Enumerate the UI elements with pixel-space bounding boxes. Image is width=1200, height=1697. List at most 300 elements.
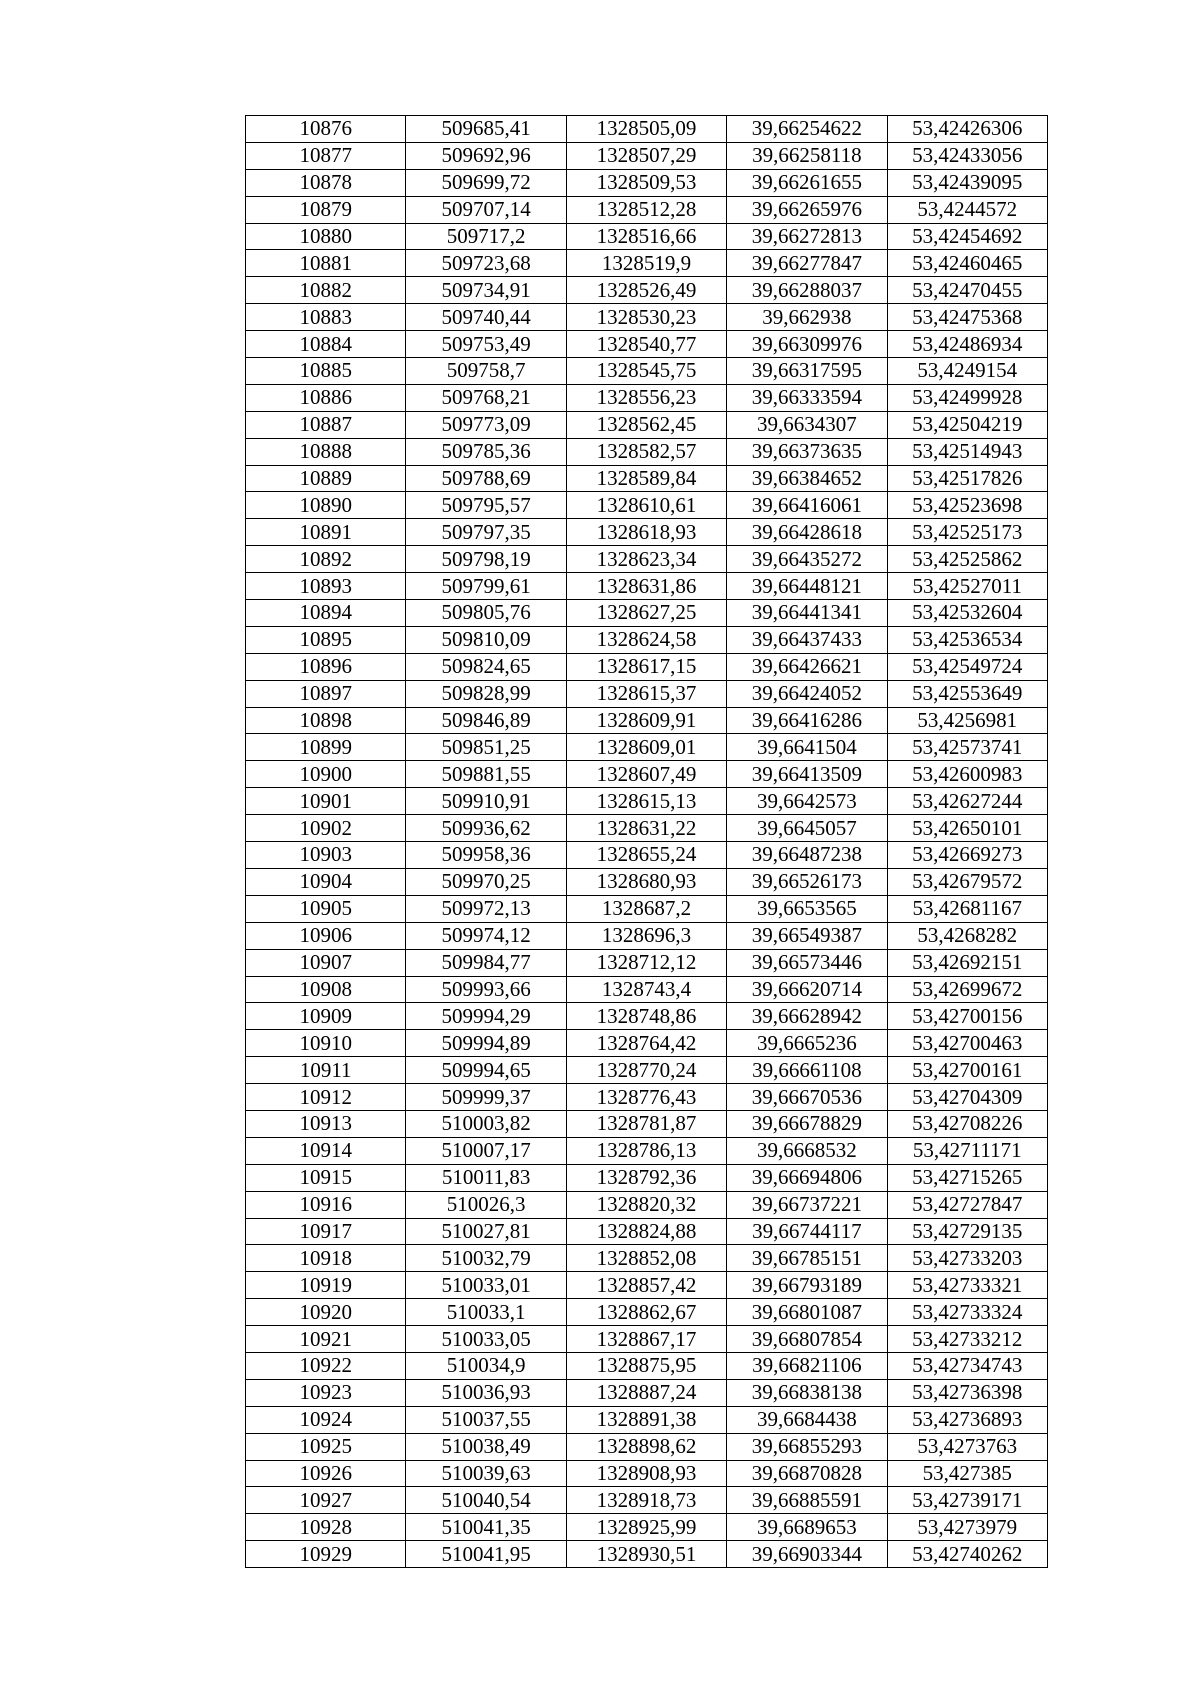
x-coordinate-cell: 510038,49 bbox=[406, 1433, 566, 1460]
table-row bbox=[246, 304, 1048, 331]
y-coordinate-cell: 1328696,3 bbox=[566, 922, 726, 949]
latitude-cell: 53,42523698 bbox=[887, 492, 1047, 519]
longitude-cell: 39,662938 bbox=[727, 304, 887, 331]
longitude-cell: 39,66903344 bbox=[727, 1541, 887, 1568]
longitude-cell: 39,66855293 bbox=[727, 1433, 887, 1460]
x-coordinate-cell: 509984,77 bbox=[406, 949, 566, 976]
y-coordinate-cell: 1328925,99 bbox=[566, 1514, 726, 1541]
longitude-cell: 39,6684438 bbox=[727, 1406, 887, 1433]
y-coordinate-cell: 1328891,38 bbox=[566, 1406, 726, 1433]
x-coordinate-cell: 509740,44 bbox=[406, 304, 566, 331]
longitude-cell: 39,66441341 bbox=[727, 600, 887, 627]
table-row bbox=[246, 411, 1048, 438]
y-coordinate-cell: 1328857,42 bbox=[566, 1272, 726, 1299]
y-coordinate-cell: 1328687,2 bbox=[566, 895, 726, 922]
table-row bbox=[246, 384, 1048, 411]
x-coordinate-cell: 509734,91 bbox=[406, 277, 566, 304]
longitude-cell: 39,6641504 bbox=[727, 734, 887, 761]
y-coordinate-cell: 1328610,61 bbox=[566, 492, 726, 519]
latitude-cell: 53,42700156 bbox=[887, 1003, 1047, 1030]
point-number-cell: 10904 bbox=[246, 868, 406, 895]
latitude-cell: 53,42454692 bbox=[887, 223, 1047, 250]
table-row bbox=[246, 1272, 1048, 1299]
x-coordinate-cell: 509958,36 bbox=[406, 842, 566, 869]
latitude-cell: 53,42470455 bbox=[887, 277, 1047, 304]
y-coordinate-cell: 1328609,01 bbox=[566, 734, 726, 761]
longitude-cell: 39,66678829 bbox=[727, 1110, 887, 1137]
point-number-cell: 10891 bbox=[246, 519, 406, 546]
x-coordinate-cell: 510011,83 bbox=[406, 1164, 566, 1191]
y-coordinate-cell: 1328930,51 bbox=[566, 1541, 726, 1568]
x-coordinate-cell: 510033,1 bbox=[406, 1299, 566, 1326]
y-coordinate-cell: 1328712,12 bbox=[566, 949, 726, 976]
y-coordinate-cell: 1328556,23 bbox=[566, 384, 726, 411]
x-coordinate-cell: 509685,41 bbox=[406, 116, 566, 143]
latitude-cell: 53,42600983 bbox=[887, 761, 1047, 788]
x-coordinate-cell: 510040,54 bbox=[406, 1487, 566, 1514]
longitude-cell: 39,6665236 bbox=[727, 1030, 887, 1057]
latitude-cell: 53,4273763 bbox=[887, 1433, 1047, 1460]
latitude-cell: 53,42669273 bbox=[887, 842, 1047, 869]
point-number-cell: 10885 bbox=[246, 358, 406, 385]
table-row bbox=[246, 922, 1048, 949]
point-number-cell: 10911 bbox=[246, 1057, 406, 1084]
y-coordinate-cell: 1328505,09 bbox=[566, 116, 726, 143]
point-number-cell: 10910 bbox=[246, 1030, 406, 1057]
point-number-cell: 10907 bbox=[246, 949, 406, 976]
point-number-cell: 10920 bbox=[246, 1299, 406, 1326]
x-coordinate-cell: 509999,37 bbox=[406, 1084, 566, 1111]
point-number-cell: 10913 bbox=[246, 1110, 406, 1137]
point-number-cell: 10916 bbox=[246, 1191, 406, 1218]
point-number-cell: 10909 bbox=[246, 1003, 406, 1030]
longitude-cell: 39,66785151 bbox=[727, 1245, 887, 1272]
point-number-cell: 10928 bbox=[246, 1514, 406, 1541]
table-row bbox=[246, 1514, 1048, 1541]
longitude-cell: 39,66448121 bbox=[727, 573, 887, 600]
x-coordinate-cell: 510003,82 bbox=[406, 1110, 566, 1137]
table-row bbox=[246, 331, 1048, 358]
point-number-cell: 10898 bbox=[246, 707, 406, 734]
point-number-cell: 10901 bbox=[246, 788, 406, 815]
longitude-cell: 39,6668532 bbox=[727, 1137, 887, 1164]
x-coordinate-cell: 509974,12 bbox=[406, 922, 566, 949]
table-row bbox=[246, 1433, 1048, 1460]
table-row bbox=[246, 949, 1048, 976]
longitude-cell: 39,66416286 bbox=[727, 707, 887, 734]
table-row bbox=[246, 653, 1048, 680]
point-number-cell: 10879 bbox=[246, 196, 406, 223]
y-coordinate-cell: 1328617,15 bbox=[566, 653, 726, 680]
x-coordinate-cell: 509993,66 bbox=[406, 976, 566, 1003]
table-row bbox=[246, 1218, 1048, 1245]
table-row bbox=[246, 1487, 1048, 1514]
table-row bbox=[246, 788, 1048, 815]
latitude-cell: 53,4244572 bbox=[887, 196, 1047, 223]
point-number-cell: 10926 bbox=[246, 1460, 406, 1487]
x-coordinate-cell: 509824,65 bbox=[406, 653, 566, 680]
point-number-cell: 10919 bbox=[246, 1272, 406, 1299]
x-coordinate-cell: 509994,65 bbox=[406, 1057, 566, 1084]
y-coordinate-cell: 1328623,34 bbox=[566, 546, 726, 573]
latitude-cell: 53,42715265 bbox=[887, 1164, 1047, 1191]
x-coordinate-cell: 510007,17 bbox=[406, 1137, 566, 1164]
y-coordinate-cell: 1328776,43 bbox=[566, 1084, 726, 1111]
y-coordinate-cell: 1328898,62 bbox=[566, 1433, 726, 1460]
x-coordinate-cell: 510027,81 bbox=[406, 1218, 566, 1245]
point-number-cell: 10924 bbox=[246, 1406, 406, 1433]
point-number-cell: 10914 bbox=[246, 1137, 406, 1164]
table-row bbox=[246, 196, 1048, 223]
table-row bbox=[246, 1003, 1048, 1030]
table-row bbox=[246, 1110, 1048, 1137]
table-row bbox=[246, 842, 1048, 869]
y-coordinate-cell: 1328867,17 bbox=[566, 1326, 726, 1353]
table-row bbox=[246, 1030, 1048, 1057]
y-coordinate-cell: 1328545,75 bbox=[566, 358, 726, 385]
longitude-cell: 39,66487238 bbox=[727, 842, 887, 869]
table-row bbox=[246, 358, 1048, 385]
y-coordinate-cell: 1328631,22 bbox=[566, 815, 726, 842]
longitude-cell: 39,66261655 bbox=[727, 169, 887, 196]
x-coordinate-cell: 509788,69 bbox=[406, 465, 566, 492]
table-row bbox=[246, 465, 1048, 492]
point-number-cell: 10915 bbox=[246, 1164, 406, 1191]
latitude-cell: 53,42681167 bbox=[887, 895, 1047, 922]
latitude-cell: 53,42504219 bbox=[887, 411, 1047, 438]
table-row bbox=[246, 1541, 1048, 1568]
latitude-cell: 53,42517826 bbox=[887, 465, 1047, 492]
y-coordinate-cell: 1328582,57 bbox=[566, 438, 726, 465]
point-number-cell: 10887 bbox=[246, 411, 406, 438]
latitude-cell: 53,42553649 bbox=[887, 680, 1047, 707]
y-coordinate-cell: 1328824,88 bbox=[566, 1218, 726, 1245]
longitude-cell: 39,66424052 bbox=[727, 680, 887, 707]
y-coordinate-cell: 1328624,58 bbox=[566, 626, 726, 653]
longitude-cell: 39,66416061 bbox=[727, 492, 887, 519]
latitude-cell: 53,42733324 bbox=[887, 1299, 1047, 1326]
y-coordinate-cell: 1328781,87 bbox=[566, 1110, 726, 1137]
latitude-cell: 53,42525862 bbox=[887, 546, 1047, 573]
y-coordinate-cell: 1328786,13 bbox=[566, 1137, 726, 1164]
table-row bbox=[246, 761, 1048, 788]
x-coordinate-cell: 509846,89 bbox=[406, 707, 566, 734]
table-row bbox=[246, 1084, 1048, 1111]
longitude-cell: 39,66265976 bbox=[727, 196, 887, 223]
x-coordinate-cell: 509810,09 bbox=[406, 626, 566, 653]
x-coordinate-cell: 510041,95 bbox=[406, 1541, 566, 1568]
x-coordinate-cell: 509805,76 bbox=[406, 600, 566, 627]
latitude-cell: 53,42708226 bbox=[887, 1110, 1047, 1137]
latitude-cell: 53,42536534 bbox=[887, 626, 1047, 653]
latitude-cell: 53,42733321 bbox=[887, 1272, 1047, 1299]
point-number-cell: 10895 bbox=[246, 626, 406, 653]
y-coordinate-cell: 1328516,66 bbox=[566, 223, 726, 250]
y-coordinate-cell: 1328615,13 bbox=[566, 788, 726, 815]
longitude-cell: 39,66428618 bbox=[727, 519, 887, 546]
table-row bbox=[246, 1379, 1048, 1406]
x-coordinate-cell: 509723,68 bbox=[406, 250, 566, 277]
x-coordinate-cell: 509799,61 bbox=[406, 573, 566, 600]
table-row bbox=[246, 1460, 1048, 1487]
table-row bbox=[246, 1326, 1048, 1353]
latitude-cell: 53,42549724 bbox=[887, 653, 1047, 680]
latitude-cell: 53,4249154 bbox=[887, 358, 1047, 385]
latitude-cell: 53,42627244 bbox=[887, 788, 1047, 815]
x-coordinate-cell: 509994,89 bbox=[406, 1030, 566, 1057]
table-row bbox=[246, 600, 1048, 627]
longitude-cell: 39,6645057 bbox=[727, 815, 887, 842]
longitude-cell: 39,66549387 bbox=[727, 922, 887, 949]
y-coordinate-cell: 1328748,86 bbox=[566, 1003, 726, 1030]
latitude-cell: 53,42426306 bbox=[887, 116, 1047, 143]
point-number-cell: 10903 bbox=[246, 842, 406, 869]
y-coordinate-cell: 1328852,08 bbox=[566, 1245, 726, 1272]
longitude-cell: 39,6689653 bbox=[727, 1514, 887, 1541]
point-number-cell: 10902 bbox=[246, 815, 406, 842]
latitude-cell: 53,42692151 bbox=[887, 949, 1047, 976]
latitude-cell: 53,42573741 bbox=[887, 734, 1047, 761]
table-row bbox=[246, 626, 1048, 653]
longitude-cell: 39,66870828 bbox=[727, 1460, 887, 1487]
table-row bbox=[246, 277, 1048, 304]
latitude-cell: 53,42514943 bbox=[887, 438, 1047, 465]
y-coordinate-cell: 1328862,67 bbox=[566, 1299, 726, 1326]
y-coordinate-cell: 1328615,37 bbox=[566, 680, 726, 707]
longitude-cell: 39,66373635 bbox=[727, 438, 887, 465]
table-row bbox=[246, 1406, 1048, 1433]
y-coordinate-cell: 1328792,36 bbox=[566, 1164, 726, 1191]
longitude-cell: 39,66694806 bbox=[727, 1164, 887, 1191]
y-coordinate-cell: 1328631,86 bbox=[566, 573, 726, 600]
x-coordinate-cell: 509851,25 bbox=[406, 734, 566, 761]
latitude-cell: 53,42525173 bbox=[887, 519, 1047, 546]
point-number-cell: 10929 bbox=[246, 1541, 406, 1568]
x-coordinate-cell: 509692,96 bbox=[406, 142, 566, 169]
x-coordinate-cell: 510037,55 bbox=[406, 1406, 566, 1433]
longitude-cell: 39,66317595 bbox=[727, 358, 887, 385]
x-coordinate-cell: 509970,25 bbox=[406, 868, 566, 895]
y-coordinate-cell: 1328764,42 bbox=[566, 1030, 726, 1057]
latitude-cell: 53,42711171 bbox=[887, 1137, 1047, 1164]
y-coordinate-cell: 1328875,95 bbox=[566, 1352, 726, 1379]
latitude-cell: 53,42475368 bbox=[887, 304, 1047, 331]
point-number-cell: 10925 bbox=[246, 1433, 406, 1460]
latitude-cell: 53,42733212 bbox=[887, 1326, 1047, 1353]
x-coordinate-cell: 509773,09 bbox=[406, 411, 566, 438]
longitude-cell: 39,66801087 bbox=[727, 1299, 887, 1326]
y-coordinate-cell: 1328820,32 bbox=[566, 1191, 726, 1218]
table-row bbox=[246, 1191, 1048, 1218]
y-coordinate-cell: 1328887,24 bbox=[566, 1379, 726, 1406]
table-row bbox=[246, 1245, 1048, 1272]
longitude-cell: 39,66670536 bbox=[727, 1084, 887, 1111]
latitude-cell: 53,42433056 bbox=[887, 142, 1047, 169]
table-row bbox=[246, 815, 1048, 842]
point-number-cell: 10878 bbox=[246, 169, 406, 196]
table-row bbox=[246, 1164, 1048, 1191]
y-coordinate-cell: 1328655,24 bbox=[566, 842, 726, 869]
point-number-cell: 10882 bbox=[246, 277, 406, 304]
table-row bbox=[246, 868, 1048, 895]
point-number-cell: 10876 bbox=[246, 116, 406, 143]
point-number-cell: 10921 bbox=[246, 1326, 406, 1353]
latitude-cell: 53,42739171 bbox=[887, 1487, 1047, 1514]
longitude-cell: 39,66744117 bbox=[727, 1218, 887, 1245]
table-row bbox=[246, 519, 1048, 546]
longitude-cell: 39,66333594 bbox=[727, 384, 887, 411]
latitude-cell: 53,42499928 bbox=[887, 384, 1047, 411]
x-coordinate-cell: 510033,01 bbox=[406, 1272, 566, 1299]
longitude-cell: 39,66793189 bbox=[727, 1272, 887, 1299]
longitude-cell: 39,6653565 bbox=[727, 895, 887, 922]
x-coordinate-cell: 509707,14 bbox=[406, 196, 566, 223]
x-coordinate-cell: 510041,35 bbox=[406, 1514, 566, 1541]
latitude-cell: 53,4268282 bbox=[887, 922, 1047, 949]
point-number-cell: 10892 bbox=[246, 546, 406, 573]
point-number-cell: 10900 bbox=[246, 761, 406, 788]
point-number-cell: 10880 bbox=[246, 223, 406, 250]
point-number-cell: 10893 bbox=[246, 573, 406, 600]
latitude-cell: 53,42700161 bbox=[887, 1057, 1047, 1084]
coordinates-table-body bbox=[246, 116, 1048, 1568]
longitude-cell: 39,66435272 bbox=[727, 546, 887, 573]
table-row bbox=[246, 169, 1048, 196]
table-row bbox=[246, 250, 1048, 277]
latitude-cell: 53,42699672 bbox=[887, 976, 1047, 1003]
point-number-cell: 10881 bbox=[246, 250, 406, 277]
latitude-cell: 53,4273979 bbox=[887, 1514, 1047, 1541]
y-coordinate-cell: 1328562,45 bbox=[566, 411, 726, 438]
table-row bbox=[246, 492, 1048, 519]
longitude-cell: 39,66807854 bbox=[727, 1326, 887, 1353]
table-row bbox=[246, 1137, 1048, 1164]
x-coordinate-cell: 509994,29 bbox=[406, 1003, 566, 1030]
latitude-cell: 53,42740262 bbox=[887, 1541, 1047, 1568]
x-coordinate-cell: 510034,9 bbox=[406, 1352, 566, 1379]
longitude-cell: 39,66437433 bbox=[727, 626, 887, 653]
longitude-cell: 39,66384652 bbox=[727, 465, 887, 492]
table-row bbox=[246, 895, 1048, 922]
x-coordinate-cell: 509795,57 bbox=[406, 492, 566, 519]
longitude-cell: 39,66620714 bbox=[727, 976, 887, 1003]
x-coordinate-cell: 510033,05 bbox=[406, 1326, 566, 1353]
latitude-cell: 53,42700463 bbox=[887, 1030, 1047, 1057]
x-coordinate-cell: 509797,35 bbox=[406, 519, 566, 546]
latitude-cell: 53,42532604 bbox=[887, 600, 1047, 627]
x-coordinate-cell: 509798,19 bbox=[406, 546, 566, 573]
y-coordinate-cell: 1328589,84 bbox=[566, 465, 726, 492]
longitude-cell: 39,66426621 bbox=[727, 653, 887, 680]
table-row bbox=[246, 142, 1048, 169]
x-coordinate-cell: 510039,63 bbox=[406, 1460, 566, 1487]
latitude-cell: 53,4256981 bbox=[887, 707, 1047, 734]
y-coordinate-cell: 1328743,4 bbox=[566, 976, 726, 1003]
x-coordinate-cell: 509828,99 bbox=[406, 680, 566, 707]
x-coordinate-cell: 509768,21 bbox=[406, 384, 566, 411]
longitude-cell: 39,66309976 bbox=[727, 331, 887, 358]
y-coordinate-cell: 1328918,73 bbox=[566, 1487, 726, 1514]
table-row bbox=[246, 707, 1048, 734]
coordinates-table bbox=[245, 115, 1048, 1568]
longitude-cell: 39,66288037 bbox=[727, 277, 887, 304]
point-number-cell: 10899 bbox=[246, 734, 406, 761]
y-coordinate-cell: 1328526,49 bbox=[566, 277, 726, 304]
longitude-cell: 39,6634307 bbox=[727, 411, 887, 438]
longitude-cell: 39,66258118 bbox=[727, 142, 887, 169]
x-coordinate-cell: 510032,79 bbox=[406, 1245, 566, 1272]
point-number-cell: 10883 bbox=[246, 304, 406, 331]
y-coordinate-cell: 1328618,93 bbox=[566, 519, 726, 546]
longitude-cell: 39,66254622 bbox=[727, 116, 887, 143]
y-coordinate-cell: 1328530,23 bbox=[566, 304, 726, 331]
table-row bbox=[246, 734, 1048, 761]
y-coordinate-cell: 1328908,93 bbox=[566, 1460, 726, 1487]
table-row bbox=[246, 116, 1048, 143]
point-number-cell: 10905 bbox=[246, 895, 406, 922]
point-number-cell: 10894 bbox=[246, 600, 406, 627]
x-coordinate-cell: 510026,3 bbox=[406, 1191, 566, 1218]
point-number-cell: 10889 bbox=[246, 465, 406, 492]
x-coordinate-cell: 509717,2 bbox=[406, 223, 566, 250]
x-coordinate-cell: 510036,93 bbox=[406, 1379, 566, 1406]
x-coordinate-cell: 509910,91 bbox=[406, 788, 566, 815]
point-number-cell: 10908 bbox=[246, 976, 406, 1003]
table-row bbox=[246, 680, 1048, 707]
table-row bbox=[246, 1352, 1048, 1379]
y-coordinate-cell: 1328509,53 bbox=[566, 169, 726, 196]
y-coordinate-cell: 1328507,29 bbox=[566, 142, 726, 169]
x-coordinate-cell: 509936,62 bbox=[406, 815, 566, 842]
point-number-cell: 10906 bbox=[246, 922, 406, 949]
x-coordinate-cell: 509699,72 bbox=[406, 169, 566, 196]
table-row bbox=[246, 573, 1048, 600]
point-number-cell: 10890 bbox=[246, 492, 406, 519]
latitude-cell: 53,42486934 bbox=[887, 331, 1047, 358]
point-number-cell: 10897 bbox=[246, 680, 406, 707]
latitude-cell: 53,42650101 bbox=[887, 815, 1047, 842]
longitude-cell: 39,66413509 bbox=[727, 761, 887, 788]
y-coordinate-cell: 1328512,28 bbox=[566, 196, 726, 223]
y-coordinate-cell: 1328627,25 bbox=[566, 600, 726, 627]
point-number-cell: 10917 bbox=[246, 1218, 406, 1245]
longitude-cell: 39,66526173 bbox=[727, 868, 887, 895]
table-row bbox=[246, 546, 1048, 573]
longitude-cell: 39,66272813 bbox=[727, 223, 887, 250]
latitude-cell: 53,42679572 bbox=[887, 868, 1047, 895]
longitude-cell: 39,66661108 bbox=[727, 1057, 887, 1084]
latitude-cell: 53,42736398 bbox=[887, 1379, 1047, 1406]
latitude-cell: 53,42527011 bbox=[887, 573, 1047, 600]
longitude-cell: 39,66838138 bbox=[727, 1379, 887, 1406]
y-coordinate-cell: 1328540,77 bbox=[566, 331, 726, 358]
longitude-cell: 39,66628942 bbox=[727, 1003, 887, 1030]
longitude-cell: 39,66573446 bbox=[727, 949, 887, 976]
x-coordinate-cell: 509753,49 bbox=[406, 331, 566, 358]
y-coordinate-cell: 1328609,91 bbox=[566, 707, 726, 734]
point-number-cell: 10922 bbox=[246, 1352, 406, 1379]
y-coordinate-cell: 1328680,93 bbox=[566, 868, 726, 895]
y-coordinate-cell: 1328607,49 bbox=[566, 761, 726, 788]
point-number-cell: 10927 bbox=[246, 1487, 406, 1514]
table-row bbox=[246, 438, 1048, 465]
latitude-cell: 53,42460465 bbox=[887, 250, 1047, 277]
longitude-cell: 39,66277847 bbox=[727, 250, 887, 277]
y-coordinate-cell: 1328519,9 bbox=[566, 250, 726, 277]
longitude-cell: 39,66821106 bbox=[727, 1352, 887, 1379]
point-number-cell: 10886 bbox=[246, 384, 406, 411]
table-row bbox=[246, 1299, 1048, 1326]
